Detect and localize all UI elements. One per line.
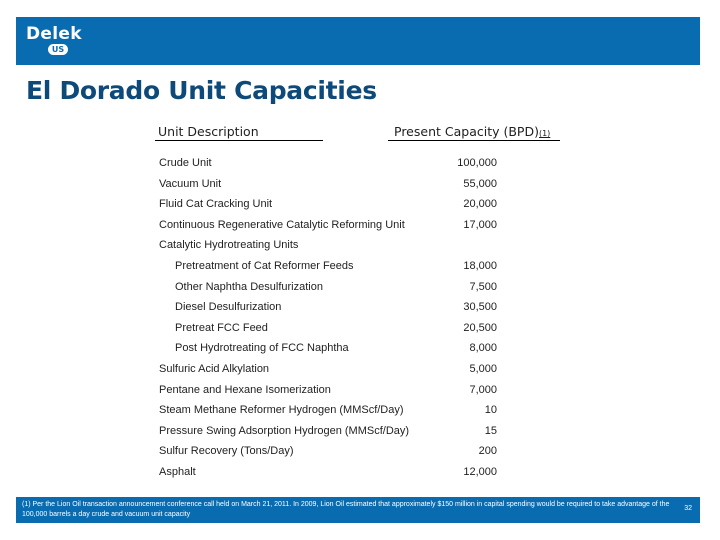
unit-description: Pentane and Hexane Isomerization (159, 383, 331, 396)
column-header-description (155, 124, 323, 141)
unit-description: Pretreat FCC Feed (175, 321, 268, 334)
table-row (159, 194, 504, 215)
unit-capacity: 20,500 (463, 321, 497, 334)
unit-capacity: 15 (484, 424, 497, 437)
unit-description: Sulfur Recovery (Tons/Day) (159, 445, 294, 458)
unit-description: Pretreatment of Cat Reformer Feeds (175, 259, 354, 272)
unit-capacity: 20,000 (463, 198, 497, 211)
table-row (159, 215, 504, 236)
column-header-capacity-label: Present Capacity (BPD) (394, 124, 539, 139)
unit-capacity: 10 (484, 404, 497, 417)
unit-description: Catalytic Hydrotreating Units (159, 239, 299, 252)
capacity-footnote-marker: (1) (538, 129, 551, 138)
footnote-text: (1) Per the Lion Oil transaction announcement conference call held on March 21, 2011. In 2009, Lion Oil estimated that approximately $150 million in capital spending would be required to take advantage of the 100,000 barrels a day crude and vacuum unit capacity (22, 501, 670, 518)
page-number: 32 (684, 505, 692, 512)
unit-capacity: 12,000 (463, 465, 497, 478)
header-bar (16, 17, 700, 65)
footer-bar (16, 497, 700, 523)
table-row (159, 421, 504, 442)
table-row (159, 359, 504, 380)
capacity-table (159, 153, 504, 483)
unit-capacity: 7,000 (469, 383, 497, 396)
unit-description: Diesel Desulfurization (175, 301, 282, 314)
unit-description: Asphalt (159, 465, 196, 478)
logo-us-badge: US (48, 44, 68, 55)
table-row (159, 400, 504, 421)
unit-capacity: 100,000 (457, 157, 497, 169)
table-row (159, 380, 504, 401)
unit-capacity: 200 (478, 445, 497, 458)
unit-description: Crude Unit (159, 157, 212, 169)
unit-description: Continuous Regenerative Catalytic Reforming Unit (159, 218, 405, 231)
column-header-description-label: Unit Description (158, 124, 259, 139)
table-row (159, 318, 504, 339)
table-row (159, 338, 504, 359)
unit-capacity: 8,000 (469, 342, 497, 355)
unit-capacity: 17,000 (463, 218, 497, 231)
table-row (159, 297, 504, 318)
logo-wordmark: Delek (26, 24, 82, 44)
page-title: El Dorado Unit Capacities (26, 76, 377, 105)
table-row (159, 153, 504, 174)
table-row (159, 174, 504, 195)
unit-description: Other Naphtha Desulfurization (175, 280, 323, 293)
table-row (159, 277, 504, 298)
unit-capacity: 5,000 (469, 362, 497, 375)
unit-description: Sulfuric Acid Alkylation (159, 362, 270, 375)
unit-description: Post Hydrotreating of FCC Naphtha (175, 342, 349, 355)
unit-capacity: 30,500 (463, 301, 497, 314)
unit-description: Vacuum Unit (159, 177, 222, 190)
unit-description: Steam Methane Reformer Hydrogen (MMScf/Day) (159, 404, 404, 417)
unit-capacity: 55,000 (463, 177, 497, 190)
table-row (159, 441, 504, 462)
delek-logo (26, 24, 106, 60)
column-header-capacity (388, 124, 560, 141)
table-row (159, 256, 504, 277)
table-row (159, 462, 504, 483)
table-row (159, 235, 504, 256)
unit-description: Pressure Swing Adsorption Hydrogen (MMScf/Day) (159, 424, 410, 437)
unit-description: Fluid Cat Cracking Unit (159, 198, 273, 211)
unit-capacity: 7,500 (469, 280, 497, 293)
unit-capacity: 18,000 (463, 259, 497, 272)
